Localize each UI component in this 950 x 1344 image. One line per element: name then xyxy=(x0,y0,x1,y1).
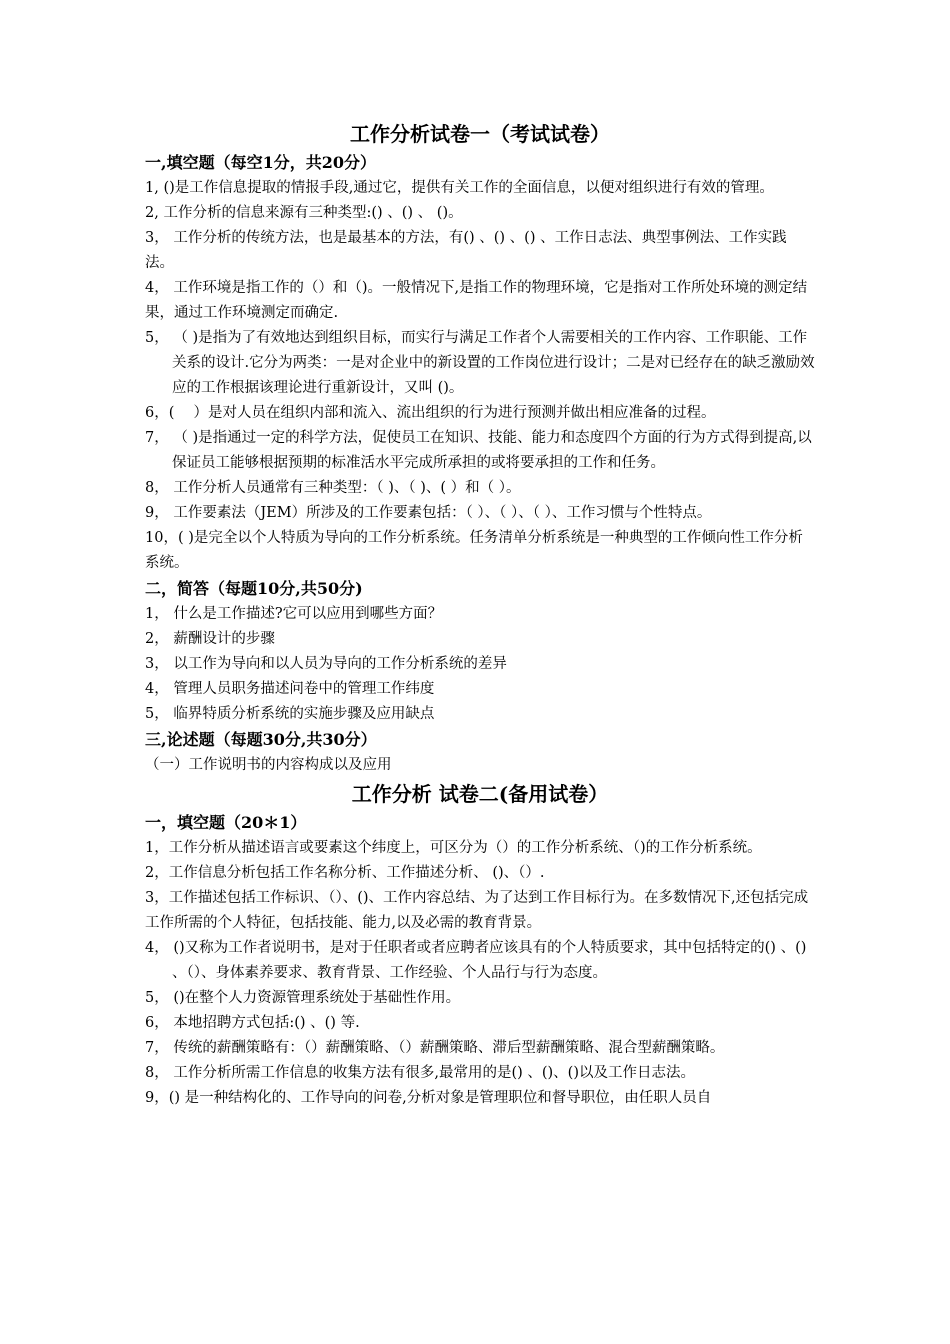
exam2-title: 工作分析 试卷二(备用试卷） xyxy=(351,782,609,806)
exam1-short-question: 4， 管理人员职务描述问卷中的管理工作纬度 xyxy=(145,681,435,697)
exam1-fill-question: 10，( )是完全以个人特质为导向的工作分析系统。任务清单分析系统是一种典型的工作倾向性工作分析系统。 xyxy=(145,530,803,571)
exam2-fill-question: 1，工作分析从描述语言或要素这个纬度上，可区分为（）的工作分析系统、（)的工作分析系统。 xyxy=(145,840,762,856)
exam2-fill-question: 7， 传统的薪酬策略有：（）薪酬策略、（）薪酬策略、滞后型薪酬策略、混合型薪酬策略。 xyxy=(145,1040,725,1056)
exam1-fill-question: 5， （ )是指为了有效地达到组织目标，而实行与满足工作者个人需要相关的工作内容、工作职能、工作关系的设计.它分为两类：一是对企业中的新设置的工作岗位进行设计；二是对已经存在的缺乏激励效应的工作根据该理论进行重新设计，又叫 ()。 xyxy=(145,330,815,396)
exam1-fill-question: 4， 工作环境是指工作的（）和（)。一般情况下,是指工作的物理环境，它是指对工作所处环境的测定结果，通过工作环境测定而确定. xyxy=(145,280,808,321)
exam2-fill-question: 9，() 是一种结构化的、工作导向的问卷,分析对象是管理职位和督导职位，由任职人员自 xyxy=(145,1090,712,1106)
exam2-fill-question: 6， 本地招聘方式包括:() 、() 等. xyxy=(145,1015,360,1031)
exam1-fill-question: 3， 工作分析的传统方法，也是最基本的方法，有() 、() 、() 、工作日志法、典型事例法、工作实践法。 xyxy=(145,230,787,271)
exam1-short-question: 5， 临界特质分析系统的实施步骤及应用缺点 xyxy=(145,706,435,722)
exam1-short-question: 2， 薪酬设计的步骤 xyxy=(145,631,275,647)
document-page xyxy=(145,118,815,1111)
exam2-fill-question: 2，工作信息分析包括工作名称分析、工作描述分析、 ()、（）. xyxy=(145,865,545,881)
exam1-fill-question: 7， （ )是指通过一定的科学方法，促使员工在知识、技能、能力和态度四个方面的行为方式得到提高,以保证员工能够根据预期的标准活水平完成所承担的或将要承担的工作和任务。 xyxy=(145,430,812,471)
exam2-fill-question: 4， ()又称为工作者说明书，是对于任职者或者应聘者应该具有的个人特质要求，其中包括特定的() 、() 、（）、身体素养要求、教育背景、工作经验、个人品行与行为态度。 xyxy=(145,940,807,981)
exam1-fill-question: 8， 工作分析人员通常有三种类型：（ )、（ )、( ）和（ ）。 xyxy=(145,480,521,496)
exam1-section-short-heading: 二，简答（每题10分,共50分) xyxy=(145,579,363,598)
exam2-fill-question: 3，工作描述包括工作标识、（）、()、工作内容总结、为了达到工作目标行为。在多数情况下,还包括完成工作所需的个人特征，包括技能、能力,以及必需的教育背景。 xyxy=(145,890,809,931)
exam1-section-essay-heading: 三,论述题（每题30分,共30分） xyxy=(145,730,377,749)
exam1-essay-question: （一）工作说明书的内容构成以及应用 xyxy=(145,757,392,773)
exam1-fill-question: 1, ()是工作信息提取的情报手段,通过它，提供有关工作的全面信息，以便对组织进行有效的管理。 xyxy=(145,180,774,196)
exam2-fill-question: 5， ()在整个人力资源管理系统处于基础性作用。 xyxy=(145,990,461,1006)
exam1-title: 工作分析试卷一（考试试卷） xyxy=(350,122,610,146)
exam2-fill-question: 8， 工作分析所需工作信息的收集方法有很多,最常用的是() 、()、()以及工作日志法。 xyxy=(145,1065,695,1081)
exam1-fill-question: 6，( ）是对人员在组织内部和流入、流出组织的行为进行预测并做出相应准备的过程。 xyxy=(145,405,716,421)
exam2-section-fill-heading: 一，填空题（20＊1） xyxy=(145,813,307,832)
exam1-fill-question: 9， 工作要素法（JEM）所涉及的工作要素包括：（ ）、（ ）、（ ）、工作习惯与个性特点。 xyxy=(145,505,712,521)
exam1-short-question: 1， 什么是工作描述?它可以应用到哪些方面？ xyxy=(145,606,443,622)
exam1-section-fill-heading: 一,填空题（每空1分，共20分） xyxy=(145,153,376,172)
exam1-short-question: 3， 以工作为导向和以人员为导向的工作分析系统的差异 xyxy=(145,656,507,672)
exam1-fill-question: 2, 工作分析的信息来源有三种类型:() 、() 、 ()。 xyxy=(145,205,463,221)
